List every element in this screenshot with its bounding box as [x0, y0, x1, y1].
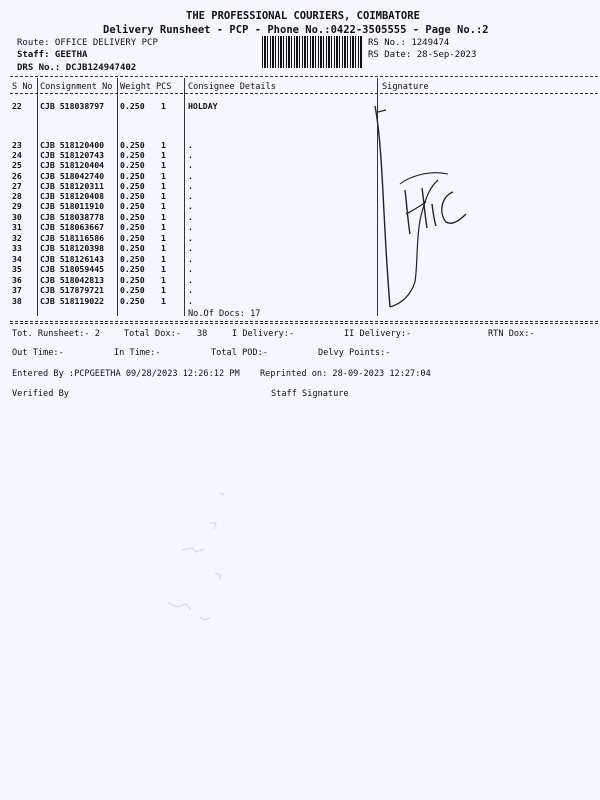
col-header-consignment: Consignment No: [40, 82, 113, 92]
bleed-through-marks: [160, 485, 250, 635]
row-sno: 24: [12, 150, 22, 160]
row-details: .: [188, 212, 193, 222]
row-sno: 27: [12, 181, 22, 191]
row-pcs: 1: [161, 201, 166, 211]
row-pcs: 1: [161, 101, 166, 111]
col-header-pcs: PCS: [156, 82, 172, 92]
row-wt: 0.250: [120, 201, 145, 211]
row-details: .: [188, 181, 193, 191]
out-time: Out Time:-: [12, 348, 64, 358]
row-cn: CJB 518038797: [40, 101, 105, 111]
row-details: .: [188, 160, 193, 170]
row-pcs: 1: [161, 254, 166, 264]
row-sno: 38: [12, 296, 22, 306]
row-details: .: [188, 222, 193, 232]
row-sno: 30: [12, 212, 22, 222]
reprinted-on: Reprinted on: 28-09-2023 12:27:04: [260, 369, 431, 379]
col-divider: [37, 78, 38, 316]
row-wt: 0.250: [120, 181, 145, 191]
handwritten-signature: [370, 92, 600, 322]
row-sno: 22: [12, 101, 22, 111]
col-header-consignee: Consignee Details: [188, 82, 276, 92]
row-cn: CJB 518059445: [40, 264, 105, 274]
row-pcs: 1: [161, 191, 166, 201]
row-details: .: [188, 243, 193, 253]
row-pcs: 1: [161, 212, 166, 222]
row-sno: 31: [12, 222, 22, 232]
row-details: .: [188, 201, 193, 211]
col-divider: [117, 78, 118, 316]
row-cn: CJB 518120398: [40, 243, 105, 253]
row-details: .: [188, 254, 193, 264]
row-pcs: 1: [161, 296, 166, 306]
row-cn: CJB 518063667: [40, 222, 105, 232]
row-cn: CJB 518119022: [40, 296, 105, 306]
verified-by: Verified By: [12, 389, 69, 399]
runsheet-title: Delivery Runsheet - PCP - Phone No.:0422-3505555 - Page No.:2: [103, 24, 489, 36]
ii-delivery: II Delivery:-: [344, 329, 412, 339]
row-pcs: 1: [161, 150, 166, 160]
row-wt: 0.250: [120, 191, 145, 201]
rs-date: RS Date: 28-Sep-2023: [368, 50, 477, 60]
row-wt: 0.250: [120, 101, 145, 111]
col-header-sno: S No: [12, 82, 33, 92]
entered-by: Entered By :PCPGEETHA 09/28/2023 12:26:12 PM: [12, 369, 240, 379]
row-sno: 36: [12, 275, 22, 285]
in-time: In Time:-: [114, 348, 161, 358]
route-label: Route: OFFICE DELIVERY PCP: [17, 38, 158, 48]
row-sno: 29: [12, 201, 22, 211]
row-wt: 0.250: [120, 275, 145, 285]
summary-top-rule: [10, 323, 598, 324]
row-details: .: [188, 285, 193, 295]
row-cn: CJB 518116586: [40, 233, 105, 243]
row-cn: CJB 518120743: [40, 150, 105, 160]
row-details: .: [188, 171, 193, 181]
row-details: .: [188, 296, 193, 306]
i-delivery: I Delivery:-: [232, 329, 295, 339]
row-pcs: 1: [161, 233, 166, 243]
total-pod: Total POD:-: [211, 348, 268, 358]
barcode-image: [262, 36, 362, 68]
drs-number: DRS No.: DCJB124947402: [17, 63, 137, 73]
row-sno: 33: [12, 243, 22, 253]
row-wt: 0.250: [120, 212, 145, 222]
row-pcs: 1: [161, 171, 166, 181]
row-sno: 37: [12, 285, 22, 295]
row-wt: 0.250: [120, 150, 145, 160]
row-details: .: [188, 150, 193, 160]
row-sno: 32: [12, 233, 22, 243]
col-header-weight: Weight: [120, 82, 152, 92]
row-wt: 0.250: [120, 160, 145, 170]
row-details: .: [188, 264, 193, 274]
row-cn: CJB 518038778: [40, 212, 105, 222]
no-of-docs: No.Of Docs: 17: [188, 309, 261, 319]
row-wt: 0.250: [120, 264, 145, 274]
delvy-points: Delvy Points:-: [318, 348, 391, 358]
total-dox-label: Total Dox:-: [124, 329, 181, 339]
row-details: .: [188, 140, 193, 150]
company-name: THE PROFESSIONAL COURIERS, COIMBATORE: [186, 10, 420, 22]
row-sno: 23: [12, 140, 22, 150]
row-sno: 25: [12, 160, 22, 170]
staff-signature: Staff Signature: [271, 389, 349, 399]
row-cn: CJB 518042813: [40, 275, 105, 285]
row-wt: 0.250: [120, 254, 145, 264]
row-wt: 0.250: [120, 296, 145, 306]
row-pcs: 1: [161, 285, 166, 295]
total-dox-value: 38: [197, 329, 208, 339]
row-wt: 0.250: [120, 285, 145, 295]
row-cn: CJB 518120400: [40, 140, 105, 150]
row-sno: 35: [12, 264, 22, 274]
rs-number: RS No.: 1249474: [368, 38, 450, 48]
row-cn: CJB 518120311: [40, 181, 105, 191]
row-pcs: 1: [161, 140, 166, 150]
row-wt: 0.250: [120, 222, 145, 232]
row-cn: CJB 518120404: [40, 160, 105, 170]
row-cn: CJB 518042740: [40, 171, 105, 181]
row-wt: 0.250: [120, 233, 145, 243]
row-pcs: 1: [161, 181, 166, 191]
row-details: .: [188, 275, 193, 285]
tot-runsheet: Tot. Runsheet:- 2: [12, 329, 100, 339]
row-cn: CJB 517879721: [40, 285, 105, 295]
row-wt: 0.250: [120, 171, 145, 181]
row-pcs: 1: [161, 222, 166, 232]
row-cn: CJB 518120408: [40, 191, 105, 201]
row-cn: CJB 518011910: [40, 201, 105, 211]
row-wt: 0.250: [120, 140, 145, 150]
col-header-signature: Signature: [382, 82, 429, 92]
col-divider: [184, 78, 185, 316]
row-pcs: 1: [161, 160, 166, 170]
row-sno: 34: [12, 254, 22, 264]
row-cn: CJB 518126143: [40, 254, 105, 264]
staff-label: Staff: GEETHA: [17, 50, 88, 60]
row-pcs: 1: [161, 264, 166, 274]
rtn-dox: RTN Dox:-: [488, 329, 535, 339]
row-details: .: [188, 233, 193, 243]
row-sno: 28: [12, 191, 22, 201]
row-pcs: 1: [161, 275, 166, 285]
row-pcs: 1: [161, 243, 166, 253]
table-top-rule: [10, 76, 598, 77]
row-sno: 26: [12, 171, 22, 181]
row-details: HOLDAY: [188, 101, 218, 111]
row-details: .: [188, 191, 193, 201]
row-wt: 0.250: [120, 243, 145, 253]
